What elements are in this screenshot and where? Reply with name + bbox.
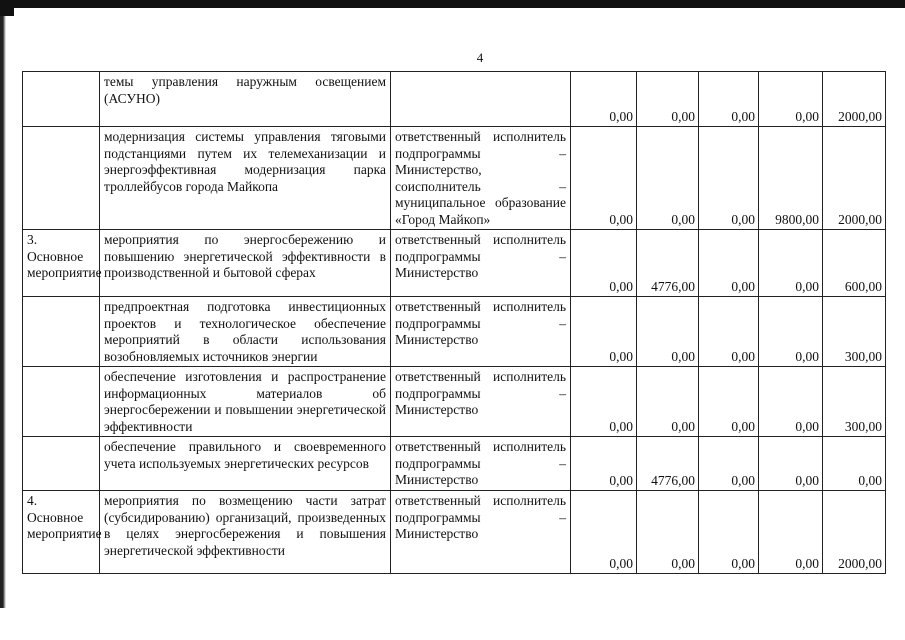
- amount-cell: 0,00: [759, 72, 823, 127]
- page-number: 4: [476, 50, 484, 65]
- executor-cell: ответственный исполнитель подпрограммы – Министерство: [391, 297, 571, 367]
- amount-cell: 0,00: [759, 367, 823, 437]
- scan-corner: [0, 0, 14, 16]
- event-type-cell: 3. Основное мероприятие: [23, 230, 100, 297]
- table-row: [23, 297, 886, 367]
- amount-cell: 0,00: [759, 297, 823, 367]
- table-body: [23, 72, 886, 574]
- event-name-cell: модернизация системы управления тяговыми подстанциями путем их телемеханизации и энергоэффективная модернизация парка троллейбусов города Майкопа: [100, 127, 391, 230]
- amount-cell: 2000,00: [823, 72, 886, 127]
- executor-cell: ответственный исполнитель подпрограммы – Министерство: [391, 367, 571, 437]
- amount-cell: 0,00: [571, 437, 637, 491]
- table-row: [23, 127, 886, 230]
- amount-cell: 0,00: [571, 367, 637, 437]
- amount-cell: 0,00: [637, 297, 699, 367]
- table-row: [23, 491, 886, 574]
- amount-cell: 0,00: [699, 127, 759, 230]
- amount-cell: 0,00: [759, 437, 823, 491]
- event-name-cell: мероприятия по возмещению части затрат (субсидированию) организаций, произведенных в целях энергосбережения и повышения энергетической эффективности: [100, 491, 391, 574]
- amount-cell: 0,00: [637, 127, 699, 230]
- amount-cell: 0,00: [571, 491, 637, 574]
- event-type-cell: [23, 297, 100, 367]
- amount-cell: 0,00: [637, 72, 699, 127]
- executor-cell: ответственный исполнитель подпрограммы – Министерство: [391, 230, 571, 297]
- event-type-cell: [23, 437, 100, 491]
- executor-cell: ответственный исполнитель подпрограммы – Министерство: [391, 437, 571, 491]
- amount-cell: 0,00: [571, 230, 637, 297]
- amount-cell: 0,00: [759, 230, 823, 297]
- amount-cell: 600,00: [823, 230, 886, 297]
- event-type-cell: 4. Основное мероприятие: [23, 491, 100, 574]
- amount-cell: 4776,00: [637, 437, 699, 491]
- amount-cell: 300,00: [823, 367, 886, 437]
- amount-cell: 0,00: [571, 127, 637, 230]
- event-name-cell: обеспечение правильного и своевременного учета используемых энергетических ресурсов: [100, 437, 391, 491]
- amount-cell: 0,00: [571, 72, 637, 127]
- amount-cell: 0,00: [637, 367, 699, 437]
- amount-cell: 9800,00: [759, 127, 823, 230]
- amount-cell: 4776,00: [637, 230, 699, 297]
- amount-cell: 300,00: [823, 297, 886, 367]
- table-row: [23, 72, 886, 127]
- amount-cell: 0,00: [699, 437, 759, 491]
- amount-cell: 2000,00: [823, 491, 886, 574]
- amount-cell: 0,00: [699, 367, 759, 437]
- table-row: [23, 367, 886, 437]
- table-row: [23, 230, 886, 297]
- budget-table: [22, 71, 886, 574]
- amount-cell: 0,00: [637, 491, 699, 574]
- executor-cell: [391, 72, 571, 127]
- event-name-cell: темы управления наружным освещением (АСУНО): [100, 72, 391, 127]
- amount-cell: 0,00: [699, 72, 759, 127]
- amount-cell: 0,00: [699, 297, 759, 367]
- amount-cell: 2000,00: [823, 127, 886, 230]
- scan-edge-top: [0, 0, 905, 8]
- amount-cell: 0,00: [699, 230, 759, 297]
- amount-cell: 0,00: [571, 297, 637, 367]
- event-name-cell: мероприятия по энергосбережению и повышению энергетической эффективности в производственной и бытовой сферах: [100, 230, 391, 297]
- scan-edge-left: [0, 8, 6, 608]
- executor-cell: ответственный исполнитель подпрограммы – Министерство: [391, 491, 571, 574]
- event-name-cell: предпроектная подготовка инвестиционных проектов и технологическое обеспечение мероприятий в области использования возобновляемых источников энергии: [100, 297, 391, 367]
- event-type-cell: [23, 72, 100, 127]
- amount-cell: 0,00: [823, 437, 886, 491]
- table-row: [23, 437, 886, 491]
- event-type-cell: [23, 127, 100, 230]
- event-type-cell: [23, 367, 100, 437]
- amount-cell: 0,00: [759, 491, 823, 574]
- executor-cell: ответственный исполнитель подпрограммы – Министерство, соисполнитель – муниципальное образование «Город Майкоп»: [391, 127, 571, 230]
- event-name-cell: обеспечение изготовления и распространение информационных материалов об энергосбережении и повышении энергетической эффективности: [100, 367, 391, 437]
- amount-cell: 0,00: [699, 491, 759, 574]
